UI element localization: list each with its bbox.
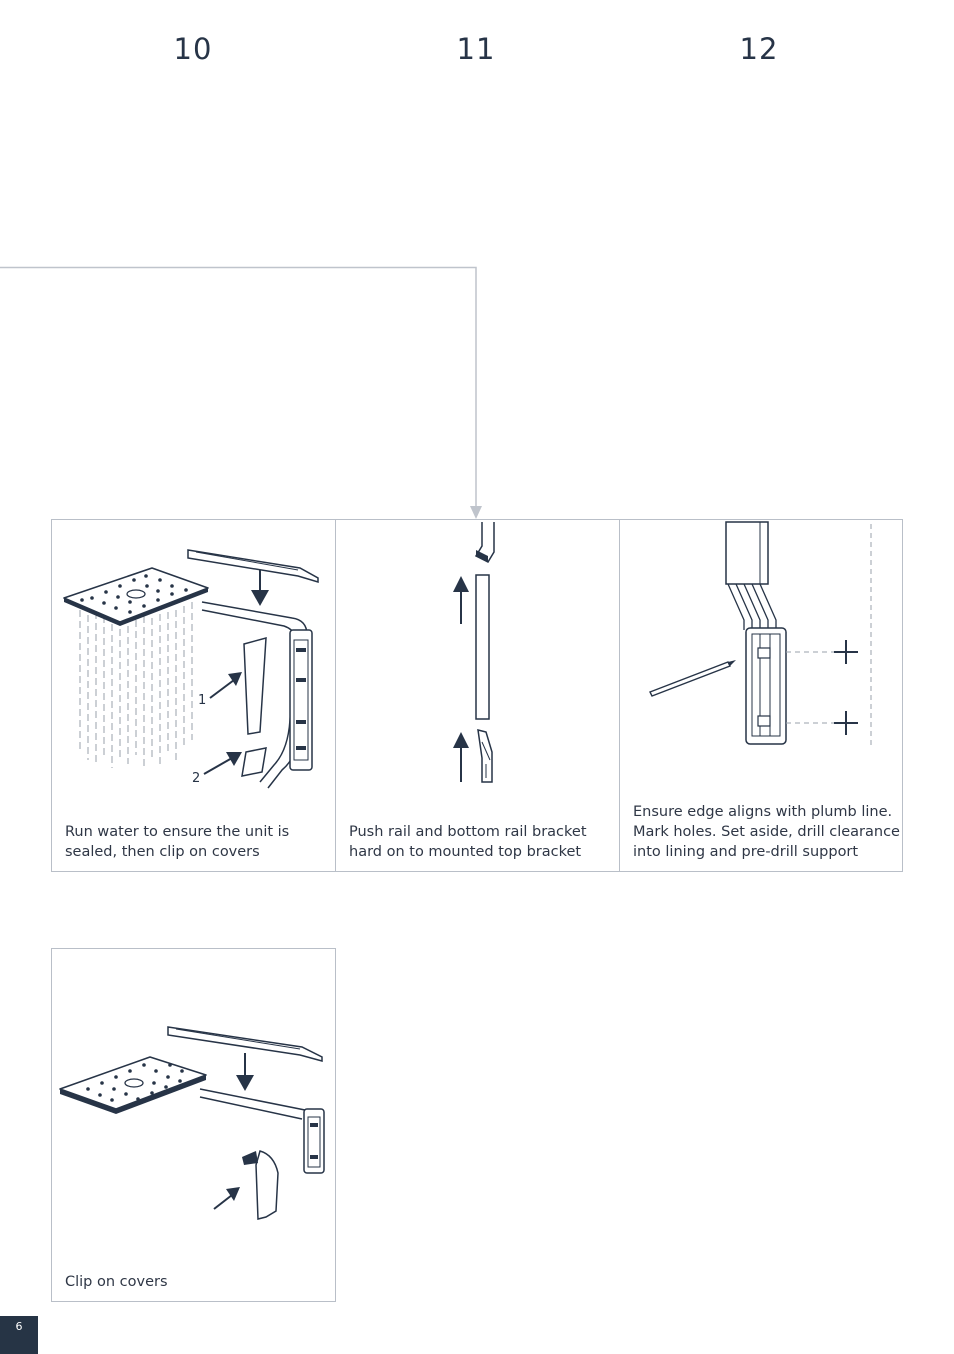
step-caption: Ensure edge aligns with plumb line. Mark holes. Set aside, drill clearance into lining and pre-drill support <box>633 804 900 860</box>
step-number-11: 11 <box>456 32 496 66</box>
step-panel-plumb-line <box>619 519 903 872</box>
flow-connector-arrow <box>0 0 954 530</box>
step-caption: Clip on covers <box>65 1274 168 1290</box>
callout-1: 1 <box>198 693 207 708</box>
step-caption: Run water to ensure the unit is sealed, then clip on covers <box>65 824 290 860</box>
step-panel-clip-covers <box>51 948 336 1302</box>
callout-2: 2 <box>192 771 201 786</box>
plumb-line-marking-illustration <box>620 520 904 820</box>
step-panel-run-water <box>51 519 336 872</box>
page-number: 6 <box>0 1316 38 1354</box>
rail-assembly-illustration <box>336 520 621 820</box>
step-number-10: 10 <box>173 32 213 66</box>
shower-head-water-illustration <box>52 520 337 820</box>
step-number-12: 12 <box>739 32 779 66</box>
step-caption: Push rail and bottom rail bracket hard on to mounted top bracket <box>349 824 587 860</box>
shower-head-covers-illustration <box>52 949 337 1249</box>
step-panel-push-rail <box>335 519 620 872</box>
